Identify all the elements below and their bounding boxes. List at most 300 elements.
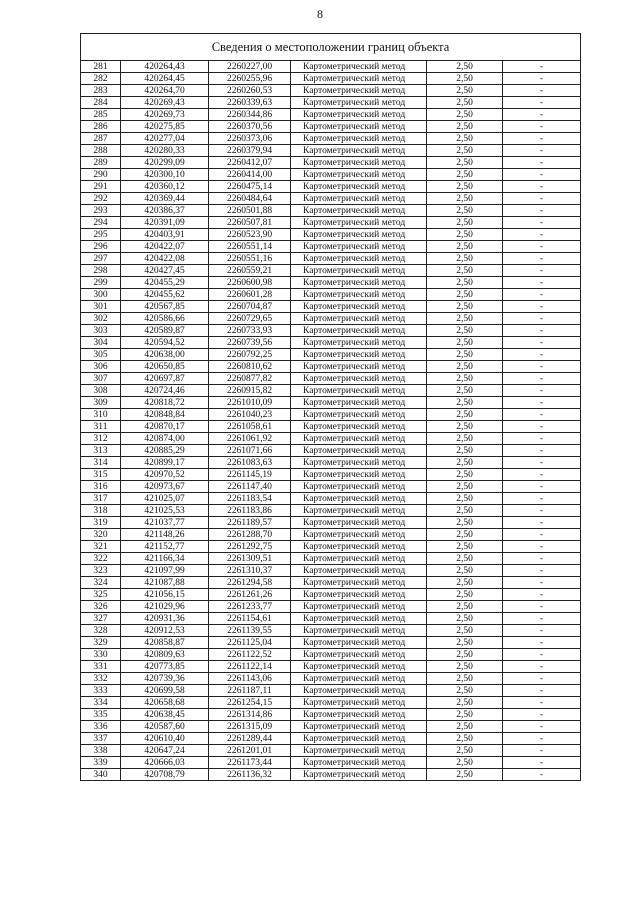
point-number-cell: 337 <box>81 733 121 745</box>
x-coordinate-cell: 420264,43 <box>121 61 209 73</box>
x-coordinate-cell: 420858,87 <box>121 637 209 649</box>
accuracy-cell: 2,50 <box>427 745 503 757</box>
accuracy-cell: 2,50 <box>427 733 503 745</box>
y-coordinate-cell: 2260344,86 <box>209 109 291 121</box>
point-number-cell: 290 <box>81 169 121 181</box>
point-number-cell: 332 <box>81 673 121 685</box>
point-number-cell: 294 <box>81 217 121 229</box>
accuracy-cell: 2,50 <box>427 565 503 577</box>
y-coordinate-cell: 2260379,94 <box>209 145 291 157</box>
method-cell: Картометрический метод <box>291 661 427 673</box>
table-row <box>81 637 581 649</box>
accuracy-cell: 2,50 <box>427 697 503 709</box>
accuracy-cell: 2,50 <box>427 625 503 637</box>
y-coordinate-cell: 2261183,86 <box>209 505 291 517</box>
method-cell: Картометрический метод <box>291 109 427 121</box>
table-row <box>81 697 581 709</box>
description-cell: - <box>503 697 581 709</box>
accuracy-cell: 2,50 <box>427 613 503 625</box>
y-coordinate-cell: 2260915,82 <box>209 385 291 397</box>
method-cell: Картометрический метод <box>291 529 427 541</box>
x-coordinate-cell: 420280,33 <box>121 145 209 157</box>
description-cell: - <box>503 661 581 673</box>
y-coordinate-cell: 2261189,57 <box>209 517 291 529</box>
x-coordinate-cell: 420885,29 <box>121 445 209 457</box>
table-row <box>81 241 581 253</box>
y-coordinate-cell: 2261122,14 <box>209 661 291 673</box>
y-coordinate-cell: 2260484,64 <box>209 193 291 205</box>
description-cell: - <box>503 541 581 553</box>
point-number-cell: 329 <box>81 637 121 649</box>
point-number-cell: 307 <box>81 373 121 385</box>
x-coordinate-cell: 420666,03 <box>121 757 209 769</box>
accuracy-cell: 2,50 <box>427 685 503 697</box>
table-row <box>81 409 581 421</box>
y-coordinate-cell: 2261136,32 <box>209 769 291 781</box>
point-number-cell: 325 <box>81 589 121 601</box>
x-coordinate-cell: 421025,07 <box>121 493 209 505</box>
method-cell: Картометрический метод <box>291 97 427 109</box>
description-cell: - <box>503 529 581 541</box>
table-row <box>81 433 581 445</box>
description-cell: - <box>503 253 581 265</box>
method-cell: Картометрический метод <box>291 709 427 721</box>
point-number-cell: 318 <box>81 505 121 517</box>
x-coordinate-cell: 420708,79 <box>121 769 209 781</box>
point-number-cell: 308 <box>81 385 121 397</box>
description-cell: - <box>503 85 581 97</box>
table-title-row <box>81 34 581 61</box>
method-cell: Картометрический метод <box>291 133 427 145</box>
y-coordinate-cell: 2260339,63 <box>209 97 291 109</box>
method-cell: Картометрический метод <box>291 325 427 337</box>
method-cell: Картометрический метод <box>291 637 427 649</box>
x-coordinate-cell: 420970,52 <box>121 469 209 481</box>
point-number-cell: 316 <box>81 481 121 493</box>
point-number-cell: 315 <box>81 469 121 481</box>
table-row <box>81 217 581 229</box>
point-number-cell: 297 <box>81 253 121 265</box>
description-cell: - <box>503 241 581 253</box>
description-cell: - <box>503 61 581 73</box>
x-coordinate-cell: 420739,36 <box>121 673 209 685</box>
x-coordinate-cell: 420647,24 <box>121 745 209 757</box>
description-cell: - <box>503 613 581 625</box>
accuracy-cell: 2,50 <box>427 529 503 541</box>
method-cell: Картометрический метод <box>291 145 427 157</box>
description-cell: - <box>503 217 581 229</box>
point-number-cell: 336 <box>81 721 121 733</box>
method-cell: Картометрический метод <box>291 397 427 409</box>
x-coordinate-cell: 420638,45 <box>121 709 209 721</box>
description-cell: - <box>503 385 581 397</box>
accuracy-cell: 2,50 <box>427 589 503 601</box>
y-coordinate-cell: 2260475,14 <box>209 181 291 193</box>
table-row <box>81 157 581 169</box>
point-number-cell: 312 <box>81 433 121 445</box>
table-row <box>81 613 581 625</box>
accuracy-cell: 2,50 <box>427 481 503 493</box>
method-cell: Картометрический метод <box>291 613 427 625</box>
accuracy-cell: 2,50 <box>427 229 503 241</box>
y-coordinate-cell: 2260373,06 <box>209 133 291 145</box>
x-coordinate-cell: 421025,53 <box>121 505 209 517</box>
point-number-cell: 283 <box>81 85 121 97</box>
method-cell: Картометрический метод <box>291 301 427 313</box>
description-cell: - <box>503 361 581 373</box>
x-coordinate-cell: 420369,44 <box>121 193 209 205</box>
point-number-cell: 295 <box>81 229 121 241</box>
table-row <box>81 625 581 637</box>
method-cell: Картометрический метод <box>291 409 427 421</box>
accuracy-cell: 2,50 <box>427 73 503 85</box>
description-cell: - <box>503 97 581 109</box>
point-number-cell: 338 <box>81 745 121 757</box>
point-number-cell: 310 <box>81 409 121 421</box>
x-coordinate-cell: 420699,58 <box>121 685 209 697</box>
accuracy-cell: 2,50 <box>427 97 503 109</box>
accuracy-cell: 2,50 <box>427 577 503 589</box>
y-coordinate-cell: 2261010,09 <box>209 397 291 409</box>
accuracy-cell: 2,50 <box>427 121 503 133</box>
table-row <box>81 601 581 613</box>
y-coordinate-cell: 2260501,88 <box>209 205 291 217</box>
table-row <box>81 685 581 697</box>
table-row <box>81 397 581 409</box>
method-cell: Картометрический метод <box>291 169 427 181</box>
description-cell: - <box>503 277 581 289</box>
method-cell: Картометрический метод <box>291 445 427 457</box>
point-number-cell: 323 <box>81 565 121 577</box>
y-coordinate-cell: 2261261,26 <box>209 589 291 601</box>
x-coordinate-cell: 420277,04 <box>121 133 209 145</box>
y-coordinate-cell: 2260729,65 <box>209 313 291 325</box>
table-row <box>81 181 581 193</box>
method-cell: Картометрический метод <box>291 385 427 397</box>
y-coordinate-cell: 2261187,11 <box>209 685 291 697</box>
description-cell: - <box>503 601 581 613</box>
y-coordinate-cell: 2260600,98 <box>209 277 291 289</box>
method-cell: Картометрический метод <box>291 757 427 769</box>
y-coordinate-cell: 2260523,90 <box>209 229 291 241</box>
table-row <box>81 265 581 277</box>
description-cell: - <box>503 649 581 661</box>
y-coordinate-cell: 2260227,00 <box>209 61 291 73</box>
method-cell: Картометрический метод <box>291 205 427 217</box>
table-row <box>81 205 581 217</box>
table-row <box>81 733 581 745</box>
y-coordinate-cell: 2261288,70 <box>209 529 291 541</box>
y-coordinate-cell: 2261143,06 <box>209 673 291 685</box>
y-coordinate-cell: 2261040,23 <box>209 409 291 421</box>
method-cell: Картометрический метод <box>291 541 427 553</box>
accuracy-cell: 2,50 <box>427 241 503 253</box>
point-number-cell: 330 <box>81 649 121 661</box>
accuracy-cell: 2,50 <box>427 409 503 421</box>
accuracy-cell: 2,50 <box>427 85 503 97</box>
accuracy-cell: 2,50 <box>427 661 503 673</box>
y-coordinate-cell: 2260551,16 <box>209 253 291 265</box>
method-cell: Картометрический метод <box>291 277 427 289</box>
point-number-cell: 317 <box>81 493 121 505</box>
x-coordinate-cell: 420818,72 <box>121 397 209 409</box>
y-coordinate-cell: 2261122,52 <box>209 649 291 661</box>
y-coordinate-cell: 2261310,37 <box>209 565 291 577</box>
table-row <box>81 565 581 577</box>
table-row <box>81 721 581 733</box>
x-coordinate-cell: 421097,99 <box>121 565 209 577</box>
x-coordinate-cell: 421029,96 <box>121 601 209 613</box>
accuracy-cell: 2,50 <box>427 265 503 277</box>
accuracy-cell: 2,50 <box>427 193 503 205</box>
table-row <box>81 121 581 133</box>
accuracy-cell: 2,50 <box>427 325 503 337</box>
point-number-cell: 287 <box>81 133 121 145</box>
accuracy-cell: 2,50 <box>427 637 503 649</box>
description-cell: - <box>503 721 581 733</box>
accuracy-cell: 2,50 <box>427 373 503 385</box>
y-coordinate-cell: 2261058,61 <box>209 421 291 433</box>
y-coordinate-cell: 2261254,15 <box>209 697 291 709</box>
point-number-cell: 291 <box>81 181 121 193</box>
table-row <box>81 313 581 325</box>
method-cell: Картометрический метод <box>291 157 427 169</box>
point-number-cell: 328 <box>81 625 121 637</box>
accuracy-cell: 2,50 <box>427 709 503 721</box>
description-cell: - <box>503 565 581 577</box>
table-row <box>81 661 581 673</box>
x-coordinate-cell: 420299,09 <box>121 157 209 169</box>
point-number-cell: 311 <box>81 421 121 433</box>
accuracy-cell: 2,50 <box>427 457 503 469</box>
method-cell: Картометрический метод <box>291 505 427 517</box>
accuracy-cell: 2,50 <box>427 397 503 409</box>
description-cell: - <box>503 397 581 409</box>
accuracy-cell: 2,50 <box>427 601 503 613</box>
x-coordinate-cell: 420589,87 <box>121 325 209 337</box>
x-coordinate-cell: 420422,07 <box>121 241 209 253</box>
table-row <box>81 277 581 289</box>
table-row <box>81 589 581 601</box>
accuracy-cell: 2,50 <box>427 361 503 373</box>
table-row <box>81 133 581 145</box>
point-number-cell: 282 <box>81 73 121 85</box>
y-coordinate-cell: 2260877,82 <box>209 373 291 385</box>
table-row <box>81 373 581 385</box>
description-cell: - <box>503 673 581 685</box>
x-coordinate-cell: 420848,84 <box>121 409 209 421</box>
point-number-cell: 302 <box>81 313 121 325</box>
table-row <box>81 385 581 397</box>
y-coordinate-cell: 2260370,56 <box>209 121 291 133</box>
point-number-cell: 327 <box>81 613 121 625</box>
y-coordinate-cell: 2261289,44 <box>209 733 291 745</box>
point-number-cell: 306 <box>81 361 121 373</box>
method-cell: Картометрический метод <box>291 769 427 781</box>
x-coordinate-cell: 421056,15 <box>121 589 209 601</box>
x-coordinate-cell: 420587,60 <box>121 721 209 733</box>
description-cell: - <box>503 169 581 181</box>
y-coordinate-cell: 2261183,54 <box>209 493 291 505</box>
y-coordinate-cell: 2261125,04 <box>209 637 291 649</box>
x-coordinate-cell: 421152,77 <box>121 541 209 553</box>
x-coordinate-cell: 420455,29 <box>121 277 209 289</box>
accuracy-cell: 2,50 <box>427 421 503 433</box>
method-cell: Картометрический метод <box>291 421 427 433</box>
method-cell: Картометрический метод <box>291 685 427 697</box>
y-coordinate-cell: 2260810,62 <box>209 361 291 373</box>
method-cell: Картометрический метод <box>291 349 427 361</box>
method-cell: Картометрический метод <box>291 181 427 193</box>
accuracy-cell: 2,50 <box>427 289 503 301</box>
accuracy-cell: 2,50 <box>427 109 503 121</box>
accuracy-cell: 2,50 <box>427 133 503 145</box>
y-coordinate-cell: 2261154,61 <box>209 613 291 625</box>
table-row <box>81 769 581 781</box>
description-cell: - <box>503 757 581 769</box>
table-row <box>81 145 581 157</box>
point-number-cell: 321 <box>81 541 121 553</box>
table-row <box>81 325 581 337</box>
point-number-cell: 301 <box>81 301 121 313</box>
x-coordinate-cell: 420264,45 <box>121 73 209 85</box>
table-row <box>81 649 581 661</box>
y-coordinate-cell: 2261083,63 <box>209 457 291 469</box>
table-row <box>81 169 581 181</box>
point-number-cell: 286 <box>81 121 121 133</box>
point-number-cell: 319 <box>81 517 121 529</box>
accuracy-cell: 2,50 <box>427 61 503 73</box>
method-cell: Картометрический метод <box>291 61 427 73</box>
method-cell: Картометрический метод <box>291 577 427 589</box>
point-number-cell: 340 <box>81 769 121 781</box>
method-cell: Картометрический метод <box>291 721 427 733</box>
y-coordinate-cell: 2261294,58 <box>209 577 291 589</box>
accuracy-cell: 2,50 <box>427 301 503 313</box>
method-cell: Картометрический метод <box>291 361 427 373</box>
description-cell: - <box>503 289 581 301</box>
method-cell: Картометрический метод <box>291 745 427 757</box>
point-number-cell: 289 <box>81 157 121 169</box>
table-row <box>81 745 581 757</box>
description-cell: - <box>503 325 581 337</box>
accuracy-cell: 2,50 <box>427 169 503 181</box>
description-cell: - <box>503 589 581 601</box>
method-cell: Картометрический метод <box>291 313 427 325</box>
x-coordinate-cell: 420403,91 <box>121 229 209 241</box>
method-cell: Картометрический метод <box>291 457 427 469</box>
point-number-cell: 305 <box>81 349 121 361</box>
x-coordinate-cell: 420650,85 <box>121 361 209 373</box>
point-number-cell: 324 <box>81 577 121 589</box>
y-coordinate-cell: 2260704,87 <box>209 301 291 313</box>
description-cell: - <box>503 709 581 721</box>
description-cell: - <box>503 445 581 457</box>
description-cell: - <box>503 481 581 493</box>
y-coordinate-cell: 2261147,40 <box>209 481 291 493</box>
table-row <box>81 361 581 373</box>
point-number-cell: 285 <box>81 109 121 121</box>
description-cell: - <box>503 409 581 421</box>
method-cell: Картометрический метод <box>291 625 427 637</box>
x-coordinate-cell: 420455,62 <box>121 289 209 301</box>
description-cell: - <box>503 577 581 589</box>
method-cell: Картометрический метод <box>291 241 427 253</box>
x-coordinate-cell: 421166,34 <box>121 553 209 565</box>
y-coordinate-cell: 2260551,14 <box>209 241 291 253</box>
accuracy-cell: 2,50 <box>427 721 503 733</box>
table-row <box>81 445 581 457</box>
x-coordinate-cell: 420300,10 <box>121 169 209 181</box>
point-number-cell: 320 <box>81 529 121 541</box>
x-coordinate-cell: 420269,73 <box>121 109 209 121</box>
y-coordinate-cell: 2260792,25 <box>209 349 291 361</box>
point-number-cell: 281 <box>81 61 121 73</box>
accuracy-cell: 2,50 <box>427 493 503 505</box>
method-cell: Картометрический метод <box>291 601 427 613</box>
accuracy-cell: 2,50 <box>427 145 503 157</box>
table-row <box>81 61 581 73</box>
table-row <box>81 289 581 301</box>
description-cell: - <box>503 553 581 565</box>
description-cell: - <box>503 625 581 637</box>
point-number-cell: 309 <box>81 397 121 409</box>
page-number: 8 <box>317 7 323 21</box>
accuracy-cell: 2,50 <box>427 181 503 193</box>
description-cell: - <box>503 349 581 361</box>
description-cell: - <box>503 157 581 169</box>
table-row <box>81 301 581 313</box>
method-cell: Картометрический метод <box>291 337 427 349</box>
description-cell: - <box>503 229 581 241</box>
x-coordinate-cell: 420264,70 <box>121 85 209 97</box>
method-cell: Картометрический метод <box>291 493 427 505</box>
method-cell: Картометрический метод <box>291 85 427 97</box>
method-cell: Картометрический метод <box>291 565 427 577</box>
description-cell: - <box>503 181 581 193</box>
point-number-cell: 304 <box>81 337 121 349</box>
accuracy-cell: 2,50 <box>427 157 503 169</box>
y-coordinate-cell: 2260412,07 <box>209 157 291 169</box>
accuracy-cell: 2,50 <box>427 277 503 289</box>
table-row <box>81 553 581 565</box>
method-cell: Картометрический метод <box>291 589 427 601</box>
y-coordinate-cell: 2260414,00 <box>209 169 291 181</box>
method-cell: Картометрический метод <box>291 229 427 241</box>
accuracy-cell: 2,50 <box>427 469 503 481</box>
y-coordinate-cell: 2261061,92 <box>209 433 291 445</box>
description-cell: - <box>503 301 581 313</box>
x-coordinate-cell: 420773,85 <box>121 661 209 673</box>
table-row <box>81 517 581 529</box>
x-coordinate-cell: 420931,36 <box>121 613 209 625</box>
description-cell: - <box>503 133 581 145</box>
method-cell: Картометрический метод <box>291 289 427 301</box>
x-coordinate-cell: 420874,00 <box>121 433 209 445</box>
description-cell: - <box>503 121 581 133</box>
table-row <box>81 349 581 361</box>
table-row <box>81 757 581 769</box>
accuracy-cell: 2,50 <box>427 541 503 553</box>
x-coordinate-cell: 420724,46 <box>121 385 209 397</box>
accuracy-cell: 2,50 <box>427 757 503 769</box>
description-cell: - <box>503 505 581 517</box>
table-row <box>81 481 581 493</box>
x-coordinate-cell: 420422,08 <box>121 253 209 265</box>
y-coordinate-cell: 2261145,19 <box>209 469 291 481</box>
table-row <box>81 529 581 541</box>
description-cell: - <box>503 433 581 445</box>
